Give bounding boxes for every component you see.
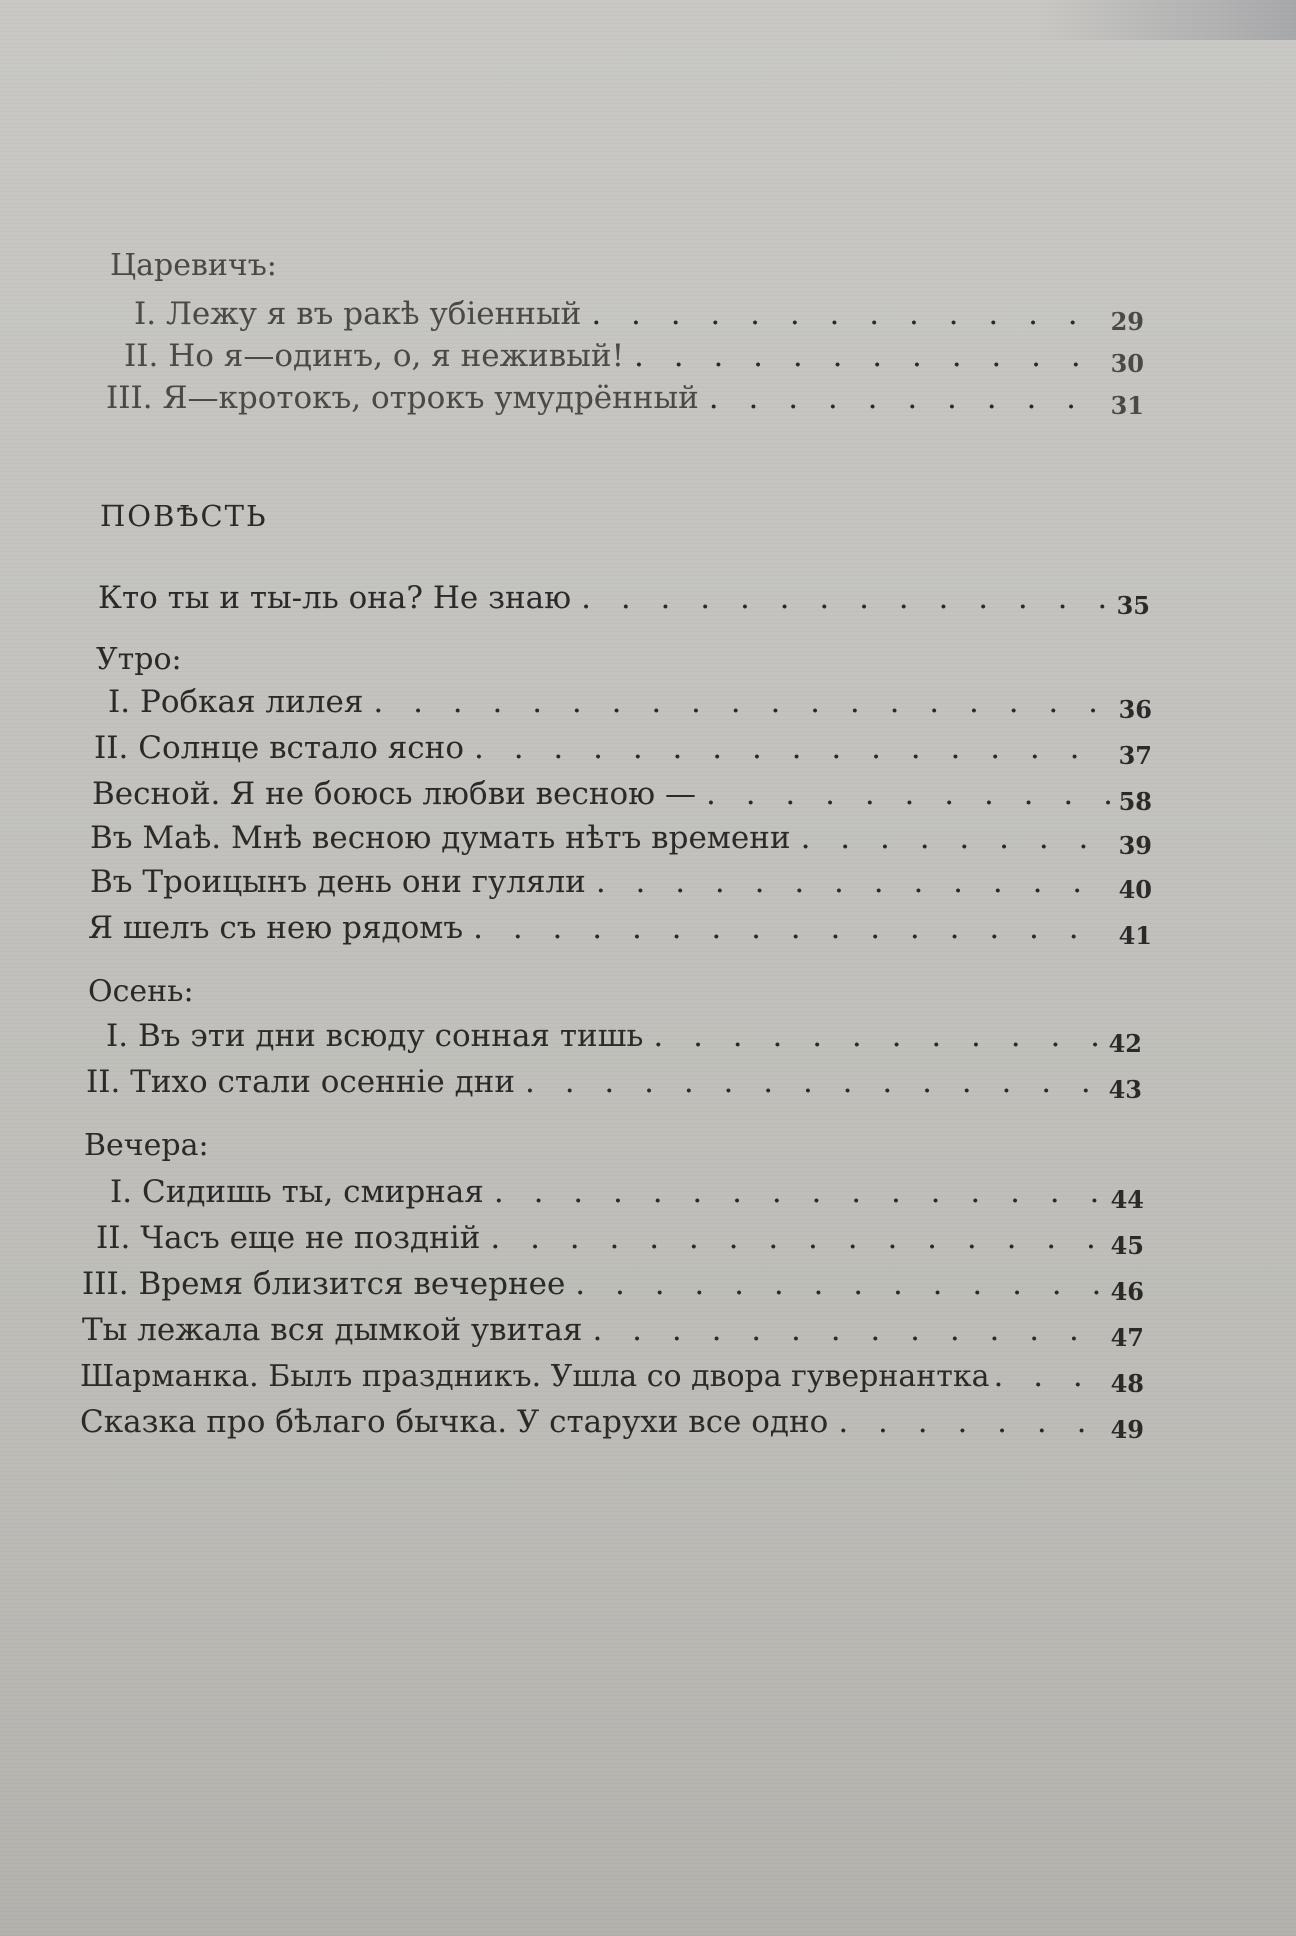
entry-page-number: 41 [1118, 921, 1152, 950]
section-heading-vechera: Вечера: [84, 1128, 209, 1163]
dot-leader [624, 336, 1102, 376]
dot-leader [643, 1016, 1100, 1056]
toc-entry [108, 682, 1152, 722]
toc-entry [134, 294, 1144, 334]
dot-leader [571, 578, 1108, 618]
entry-page-number: 37 [1118, 741, 1152, 770]
toc-entry [106, 1016, 1142, 1056]
entry-title: Кто ты и ты-ль она? Не знаю [98, 580, 572, 616]
entry-page-number: 40 [1118, 875, 1152, 904]
dot-leader [581, 294, 1102, 334]
toc-entry [94, 728, 1152, 768]
section-heading-osen: Осень: [88, 974, 194, 1009]
entry-title: Въ Троицынъ день они гуляли [90, 864, 586, 900]
entry-title: Время близится вечернее [138, 1266, 566, 1302]
toc-entry [110, 1172, 1144, 1212]
entry-title: Шарманка. Былъ праздникъ. Ушла со двора гувернантка [80, 1359, 990, 1394]
toc-entry [82, 1264, 1144, 1304]
dot-leader [480, 1218, 1102, 1258]
entry-page-number: 31 [1110, 391, 1144, 420]
toc-entry [98, 578, 1150, 618]
toc-entry [96, 1218, 1144, 1258]
toc-entry [88, 908, 1152, 948]
entry-page-number: 46 [1110, 1277, 1144, 1306]
entry-numeral: I. [108, 684, 131, 720]
entry-page-number: 49 [1110, 1415, 1144, 1444]
entry-title: Сидишь ты, смирная [141, 1174, 484, 1210]
entry-page-number: 45 [1110, 1231, 1144, 1260]
section-heading-tsarevich: Царевичъ: [110, 248, 277, 283]
entry-page-number: 48 [1110, 1369, 1144, 1398]
entry-page-number: 36 [1118, 695, 1152, 724]
entry-page-number: 30 [1110, 349, 1144, 378]
toc-entry [80, 1402, 1144, 1442]
entry-numeral: II. [124, 338, 159, 374]
entry-numeral: II. [86, 1064, 121, 1100]
toc-entry [90, 862, 1152, 902]
entry-title: Робкая лилея [139, 684, 364, 720]
entry-page-number: 42 [1108, 1029, 1142, 1058]
entry-title: Въ Маѣ. Мнѣ весною думать нѣтъ времени [90, 820, 791, 856]
dot-leader [791, 818, 1110, 858]
entry-title: Тихо стали осенніе дни [130, 1064, 515, 1100]
dot-leader [463, 908, 1110, 948]
entry-page-number: 47 [1110, 1323, 1144, 1352]
entry-numeral: III. [106, 380, 153, 416]
entry-numeral: I. [134, 296, 157, 332]
entry-title: Сказка про бѣлаго бычка. У старухи все одно [80, 1404, 829, 1440]
dot-leader [582, 1310, 1102, 1350]
toc-entry [90, 818, 1152, 858]
entry-title: Весной. Я не боюсь любви весною — [92, 776, 696, 812]
entry-title: Часъ еще не поздній [140, 1220, 481, 1256]
entry-numeral: III. [82, 1266, 129, 1302]
entry-numeral: II. [94, 730, 129, 766]
dot-leader [699, 378, 1102, 418]
entry-page-number: 35 [1116, 591, 1150, 620]
entry-numeral: II. [96, 1220, 131, 1256]
section-heading-utro: Утро: [96, 642, 182, 677]
entry-numeral: I. [106, 1018, 129, 1054]
toc-entry [106, 378, 1144, 418]
entry-title: Лежу я въ ракѣ убіенный [165, 296, 582, 332]
dot-leader [484, 1172, 1102, 1212]
entry-page-number: 43 [1108, 1075, 1142, 1104]
toc-entry [82, 1310, 1144, 1350]
dot-leader [515, 1062, 1100, 1102]
section-title-povest: ПОВѢСТЬ [100, 499, 268, 533]
entry-title: Солнце встало ясно [138, 730, 464, 766]
entry-title: Я шелъ съ нею рядомъ [88, 910, 464, 946]
dot-leader [363, 682, 1110, 722]
entry-page-number: 44 [1110, 1185, 1144, 1214]
toc-entry [80, 1356, 1144, 1396]
entry-page-number: 39 [1118, 831, 1152, 860]
dot-leader [565, 1264, 1102, 1304]
entry-title: Ты лежала вся дымкой увитая [82, 1312, 583, 1348]
entry-numeral: I. [110, 1174, 133, 1210]
dot-leader [696, 774, 1110, 814]
entry-title: Въ эти дни всюду сонная тишь [137, 1018, 644, 1054]
toc-entry [124, 336, 1144, 376]
dot-leader [828, 1402, 1102, 1442]
toc-entry [86, 1062, 1142, 1102]
dot-leader [586, 862, 1110, 902]
toc-entry [92, 774, 1152, 814]
entry-page-number: 58 [1118, 787, 1152, 816]
entry-title: Я—кротокъ, отрокъ умудрённый [162, 380, 699, 416]
entry-title: Но я—одинъ, о, я неживый! [168, 338, 625, 374]
dot-leader [464, 728, 1110, 768]
dot-leader [990, 1356, 1103, 1396]
entry-page-number: 29 [1110, 307, 1144, 336]
